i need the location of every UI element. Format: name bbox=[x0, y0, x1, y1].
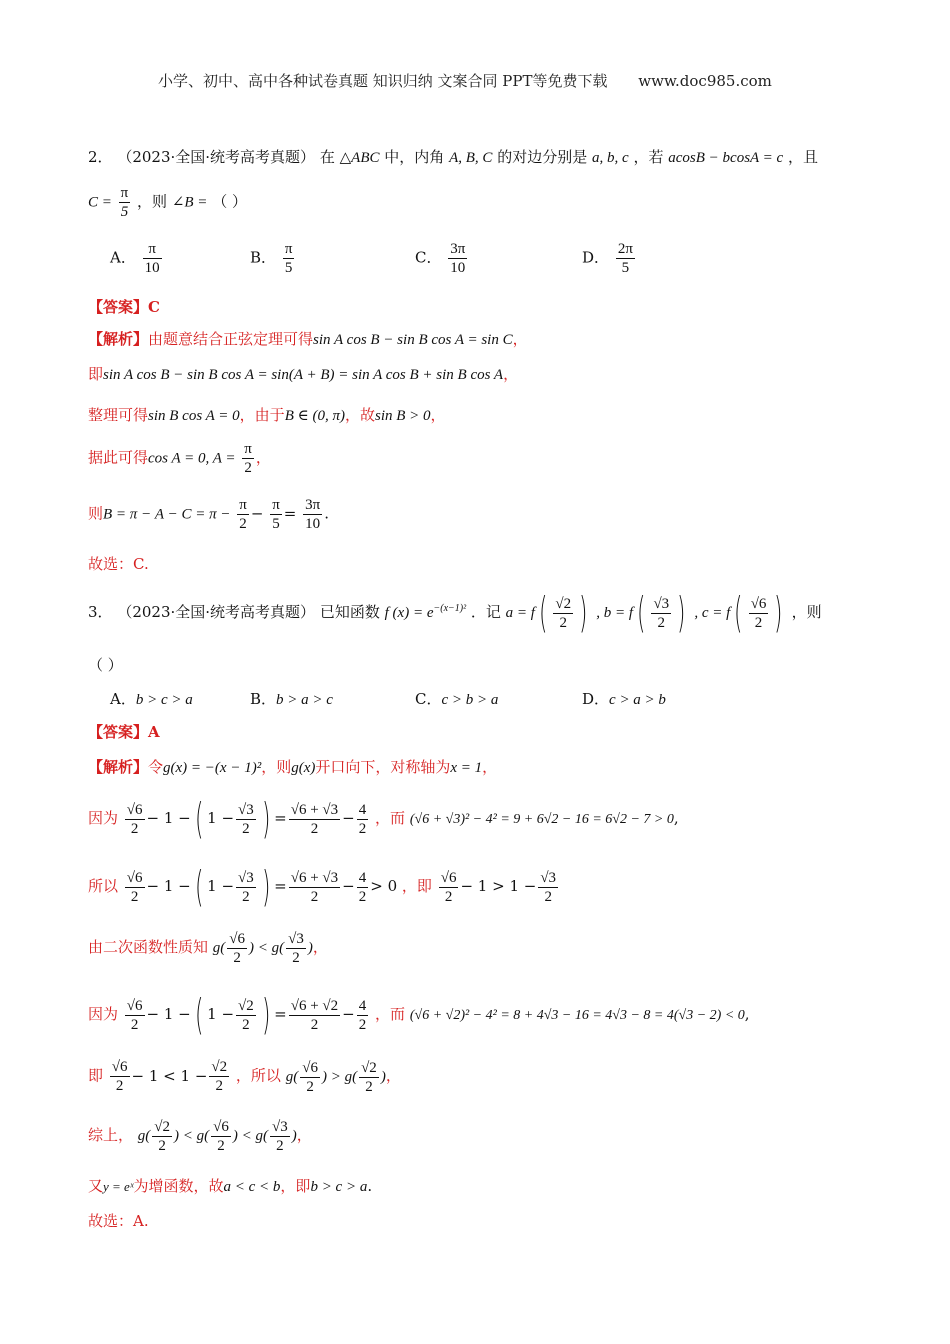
q3-function: f $(x) = e^{-(x-1)^2}$ bbox=[384, 603, 467, 621]
fraction: $\frac{4}{2}$ bbox=[358, 801, 367, 837]
q3-text: 已知函数 bbox=[319, 603, 380, 621]
fraction: $\frac{3\pi}{10}$ bbox=[305, 497, 321, 532]
q2-text: ，且 bbox=[787, 148, 818, 166]
q2-ask: ∠B = bbox=[171, 194, 208, 211]
fraction: $\frac{√6}{2}$ bbox=[126, 997, 143, 1033]
q3-analysis-line8: 又y = eˣ为增函数，故a < c < b，即b > c > a. bbox=[88, 1177, 373, 1195]
fraction: $\frac{2\pi}{5}$ bbox=[617, 241, 633, 276]
q2-option-b[interactable] bbox=[250, 240, 296, 277]
fraction: $\frac{\pi}{5}$ bbox=[284, 241, 293, 276]
q3-analysis-line2: 因为 $\frac{√6}{2}$ − 1 −( 1 − $\frac{√3}{2}$ ) = $\frac{√6 + √3}{2}$ − $\frac{4}{2}$ ，而 (√6 + √3)² − 4² = 9 + 6√2 − 16 = 6√2 − 7 > 0, bbox=[88, 794, 679, 843]
math: b > c > a bbox=[310, 1179, 368, 1195]
math-expr: g( $\frac{√6}{2}$ ) > g( $\frac{√2}{2}$ ) bbox=[285, 1059, 386, 1095]
q2-analysis-line2 bbox=[88, 363, 518, 384]
text: 而 bbox=[390, 809, 406, 827]
q3-analysis-line5: 因为 $\frac{√6}{2}$ − 1 −( 1 − $\frac{√2}{2}$ ) = $\frac{√6 + √2}{2}$ − $\frac{4}{2}$ ，而 (√6 + √2)² − 4² = 8 + 4√3 − 16 = 4√3 − 8 = 4(√3 − 2) < 0, bbox=[88, 990, 750, 1039]
q2-stem-line2 bbox=[88, 184, 247, 221]
text: 即 bbox=[88, 365, 104, 383]
math: sin A cos B − sin B cos A = sin(A + B) = sin A cos B + sin B cos A bbox=[103, 367, 504, 383]
fraction: $\frac{\pi}{10}$ bbox=[144, 241, 160, 276]
fraction: $\frac{\pi}{2}$ bbox=[239, 497, 247, 532]
analysis-label: 【解析】 bbox=[88, 330, 149, 348]
q3-analysis-line1 bbox=[88, 756, 497, 777]
fraction: $\frac{√3}{2}$ bbox=[540, 869, 557, 905]
math: a = f bbox=[505, 605, 535, 621]
text: ， bbox=[255, 448, 271, 467]
math-expr: $\frac{√6}{2}$ − 1 −( 1 − $\frac{√3}{2}$ ) = $\frac{√6 + √3}{2}$ − $\frac{4}{2}$ bbox=[126, 794, 367, 843]
fraction: $\frac{√6 + √3}{2}$ bbox=[290, 801, 339, 837]
math: B ∈ (0, π) bbox=[284, 408, 345, 424]
q2-conclusion: 故选：C. bbox=[88, 555, 149, 573]
math: y = eˣ bbox=[103, 1179, 134, 1194]
text: ，故 bbox=[344, 406, 375, 424]
q2-analysis-line1 bbox=[88, 328, 528, 349]
math: , b = f bbox=[596, 605, 634, 621]
q2-text: ，则 bbox=[137, 192, 168, 211]
fraction: $\frac{√3}{2}$ bbox=[653, 595, 670, 631]
fraction: $\frac{√3}{2}$ bbox=[288, 931, 304, 966]
header-title: 小学、初中、高中各种试卷真题 知识归纳 文案合同 PPT等免费下载 bbox=[158, 72, 608, 90]
option-label: C． bbox=[415, 690, 442, 708]
fraction: $\frac{√6}{2}$ bbox=[750, 595, 767, 631]
text: 则 bbox=[88, 504, 104, 523]
math-expr: $\frac{√6}{2}$ − 1 −( 1 − $\frac{√2}{2}$ ) = $\frac{√6 + √2}{2}$ − $\frac{4}{2}$ bbox=[126, 990, 367, 1039]
q2-answer: 【答案】C bbox=[88, 298, 160, 316]
math-expr: $\frac{√6}{2}$ − 1 −( 1 − $\frac{√3}{2}$ ) = $\frac{√6 + √3}{2}$ − $\frac{4}{2}$ > 0 bbox=[126, 862, 398, 911]
text: ，即 bbox=[280, 1177, 311, 1195]
text: 开口向下，对称轴为 bbox=[315, 758, 451, 776]
fraction: $\frac{√6}{2}$ bbox=[111, 1059, 128, 1094]
q2-text: 中，内角 bbox=[384, 148, 445, 166]
text: ， bbox=[482, 758, 498, 776]
text: 据此可得 bbox=[88, 448, 149, 467]
q3-text: ．记 bbox=[470, 603, 501, 621]
q3-stem bbox=[88, 588, 822, 637]
fraction: $\frac{√6}{2}$ bbox=[229, 931, 246, 966]
text: 因为 bbox=[88, 809, 119, 827]
paren-left: ( bbox=[734, 588, 743, 637]
q3-analysis-line6 bbox=[88, 1058, 401, 1096]
fraction: $\frac{\pi}{5}$ bbox=[272, 497, 280, 532]
math: cos A = 0, A = bbox=[148, 450, 236, 467]
q2-analysis-line4 bbox=[88, 440, 271, 477]
q2-paren: （ ） bbox=[212, 192, 247, 211]
q2-option-d[interactable] bbox=[582, 240, 637, 277]
math: a < c < b bbox=[223, 1179, 281, 1195]
fraction: $\frac{√2}{2}$ bbox=[555, 595, 572, 631]
fraction: $\frac{√6}{2}$ bbox=[302, 1059, 318, 1095]
header-site[interactable]: www.doc985.com bbox=[638, 72, 772, 90]
math: B = π − A − C = π − bbox=[103, 506, 231, 523]
q2-text: 的对边分别是 bbox=[497, 148, 588, 166]
q3-answer: 【答案】A bbox=[88, 723, 160, 741]
page-header bbox=[158, 70, 772, 91]
q2-condition: acosB − bcosA = c bbox=[668, 150, 784, 166]
paren-right: ) bbox=[677, 588, 686, 637]
q2-option-a[interactable] bbox=[110, 240, 164, 277]
text: ，则 bbox=[261, 758, 292, 776]
text: ，即 bbox=[401, 877, 432, 895]
q2-analysis-line3 bbox=[88, 404, 446, 425]
analysis-label: 【解析】 bbox=[88, 758, 149, 776]
math-expr: g( $\frac{√2}{2}$ ) < g( $\frac{√6}{2}$ ) < g( $\frac{√3}{2}$ ) bbox=[137, 1119, 297, 1154]
fraction: $\frac{√2}{2}$ bbox=[238, 997, 254, 1033]
math: (√6 + √2)² − 4² = 8 + 4√3 − 16 = 4√3 − 8 = 4(√3 − 2) < 0 bbox=[409, 1008, 745, 1023]
text: ，所以 bbox=[235, 1066, 281, 1085]
q3-text: ，则 bbox=[791, 603, 822, 621]
fraction: $\frac{√2}{2}$ bbox=[211, 1059, 228, 1094]
q3-paren: （ ） bbox=[88, 656, 123, 674]
math: sin B > 0 bbox=[374, 408, 431, 424]
q2-c-value: C = bbox=[88, 194, 112, 211]
fraction: $\frac{√2}{2}$ bbox=[154, 1119, 171, 1154]
text: 令 bbox=[148, 758, 164, 776]
fraction: $\frac{\pi}{5}$ bbox=[120, 185, 129, 220]
fraction: $\frac{\pi}{2}$ bbox=[244, 441, 252, 476]
math-expr: g( $\frac{√6}{2}$ ) < g( $\frac{√3}{2}$ ) bbox=[212, 931, 313, 966]
fraction: $\frac{√6}{2}$ bbox=[213, 1119, 229, 1154]
math: (√6 + √3)² − 4² = 9 + 6√2 − 16 = 6√2 − 7 > 0 bbox=[409, 812, 674, 827]
text: ， bbox=[385, 1066, 401, 1085]
fraction: $\frac{√3}{2}$ bbox=[272, 1119, 288, 1154]
option-label: A． bbox=[110, 248, 136, 267]
option-label: A． bbox=[110, 690, 136, 708]
fraction: $\frac{4}{2}$ bbox=[358, 997, 367, 1033]
text: 即 bbox=[88, 1066, 104, 1085]
paren-left: ( bbox=[539, 588, 548, 637]
fraction: $\frac{√2}{2}$ bbox=[361, 1059, 377, 1095]
option-text: b > c > a bbox=[135, 692, 193, 708]
text: ， bbox=[312, 937, 328, 956]
math: = bbox=[283, 504, 297, 523]
math: − bbox=[250, 504, 264, 523]
fraction: $\frac{√6}{2}$ bbox=[126, 869, 143, 905]
text: ，由于 bbox=[239, 406, 285, 424]
text: 综上， bbox=[88, 1125, 134, 1144]
option-label: D． bbox=[582, 248, 610, 267]
fraction: $\frac{√3}{2}$ bbox=[238, 801, 254, 837]
text: 为增函数，故 bbox=[133, 1177, 224, 1195]
text: 所以 bbox=[88, 877, 119, 895]
q2-option-c[interactable] bbox=[415, 240, 469, 277]
math: g(x) = −(x − 1)² bbox=[163, 760, 262, 776]
math-expr: $\frac{√6}{2}$ − 1 < 1 − $\frac{√2}{2}$ bbox=[111, 1059, 228, 1094]
text: 由二次函数性质知 bbox=[88, 937, 209, 956]
paren-right: ) bbox=[579, 588, 588, 637]
q2-analysis-line5 bbox=[88, 496, 329, 533]
text: 因为 bbox=[88, 1005, 119, 1023]
math-expr: $\frac{√6}{2}$ − 1 > 1 − $\frac{√3}{2}$ bbox=[440, 869, 557, 905]
math: sin A cos B − sin B cos A = sin C bbox=[313, 332, 513, 348]
text: ， bbox=[375, 1005, 391, 1023]
text: 而 bbox=[390, 1005, 406, 1023]
text: 又 bbox=[88, 1177, 104, 1195]
q3-conclusion: 故选：A. bbox=[88, 1212, 149, 1230]
option-text: c > a > b bbox=[609, 692, 666, 708]
text: ， bbox=[296, 1125, 312, 1144]
fraction: $\frac{4}{2}$ bbox=[358, 869, 367, 905]
option-label: B． bbox=[250, 690, 277, 708]
math: sin B cos A = 0 bbox=[148, 408, 240, 424]
fraction: $\frac{√6 + √2}{2}$ bbox=[290, 997, 339, 1033]
q3-analysis-line3 bbox=[88, 862, 560, 911]
q3-option-a[interactable] bbox=[110, 688, 193, 709]
fraction: $\frac{3\pi}{10}$ bbox=[450, 241, 466, 276]
q3-option-b[interactable] bbox=[250, 688, 333, 709]
text: ， bbox=[430, 406, 446, 424]
fraction: $\frac{√6}{2}$ bbox=[440, 869, 457, 905]
option-text: b > a > c bbox=[276, 692, 333, 708]
text: 由题意结合正弦定理可得 bbox=[148, 330, 314, 348]
paren-right: ) bbox=[774, 588, 783, 637]
fraction: $\frac{√6}{2}$ bbox=[126, 801, 143, 837]
paren-left: ( bbox=[637, 588, 646, 637]
text: ， bbox=[503, 365, 519, 383]
q3-option-d[interactable] bbox=[582, 688, 666, 709]
q2-sides: a, b, c bbox=[592, 150, 629, 166]
q3-analysis-line4 bbox=[88, 930, 328, 967]
fraction: $\frac{√3}{2}$ bbox=[238, 869, 254, 905]
math: g(x) bbox=[291, 760, 316, 776]
q2-stem bbox=[88, 146, 818, 167]
text: 整理可得 bbox=[88, 406, 149, 424]
text: ， bbox=[375, 809, 391, 827]
q3-analysis-line7 bbox=[88, 1118, 312, 1155]
q2-source: （2023·全国·统考高考真题） bbox=[117, 148, 316, 166]
q3-number: 3． bbox=[88, 603, 113, 621]
q2-text: 在 bbox=[319, 148, 335, 166]
q3-option-c[interactable] bbox=[415, 688, 498, 709]
option-label: C． bbox=[415, 248, 442, 267]
fraction: $\frac{√6 + √3}{2}$ bbox=[290, 869, 339, 905]
option-text: c > b > a bbox=[441, 692, 499, 708]
math: , c = f bbox=[694, 605, 731, 621]
q2-text: ，若 bbox=[633, 148, 664, 166]
q2-angles: A, B, C bbox=[449, 150, 493, 166]
option-label: B． bbox=[250, 248, 277, 267]
q3-source: （2023·全国·统考高考真题） bbox=[117, 603, 316, 621]
option-label: D． bbox=[582, 690, 610, 708]
q2-number: 2． bbox=[88, 148, 113, 166]
text: ， bbox=[512, 330, 528, 348]
math: . bbox=[324, 504, 329, 523]
math: x = 1 bbox=[450, 760, 483, 776]
q2-triangle: △ABC bbox=[339, 150, 380, 166]
